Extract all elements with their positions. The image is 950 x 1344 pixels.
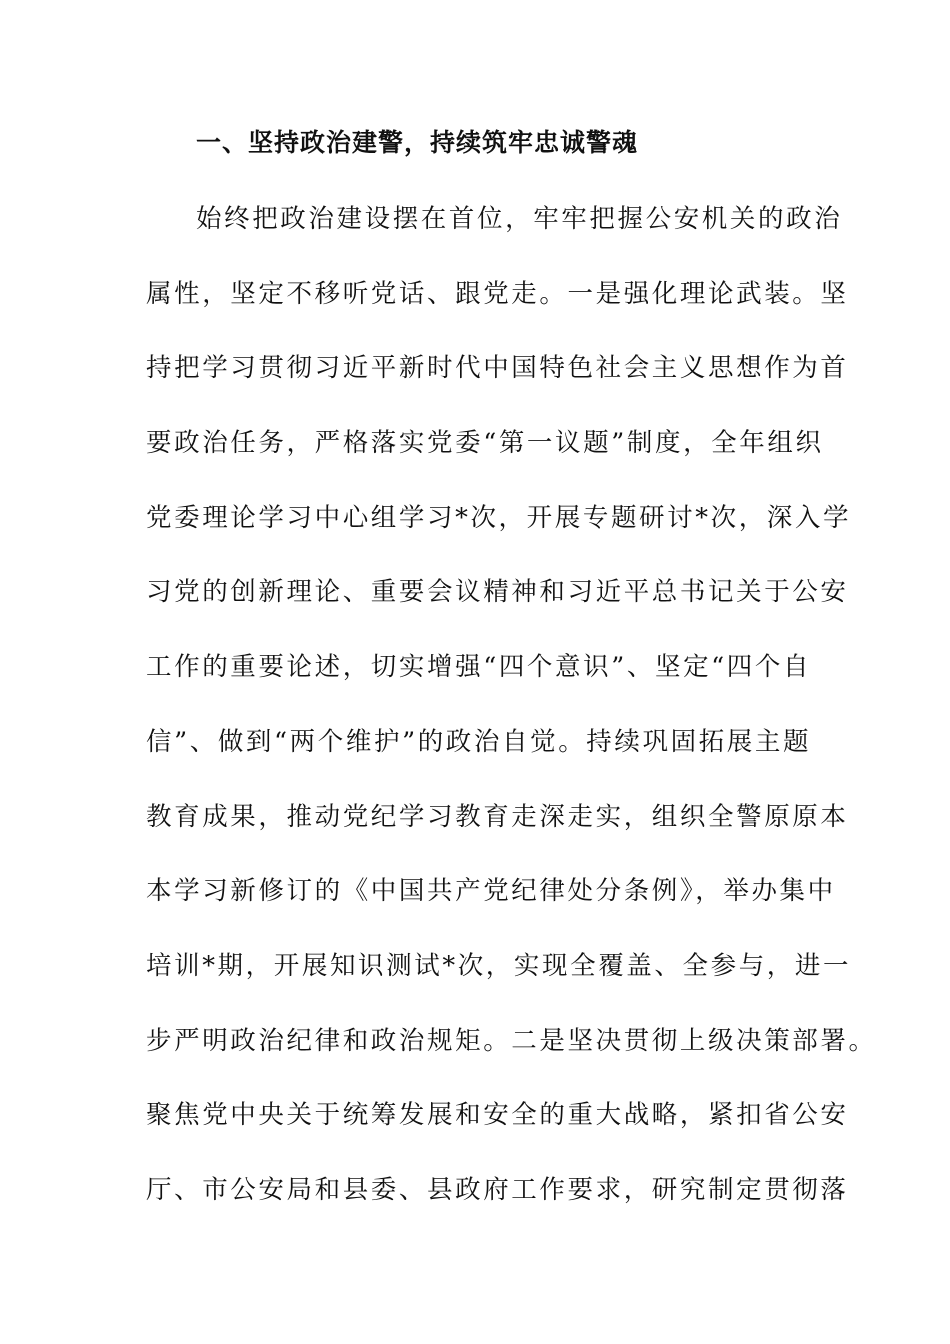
text-line: 属性，坚定不移听党话、跟党走。一是强化理论武装。坚 — [146, 278, 849, 309]
body-paragraph — [146, 198, 877, 1244]
text-line: 聚焦党中央关于统筹发展和安全的重大战略，紧扣省公安 — [146, 1100, 849, 1131]
text-line: 始终把政治建设摆在首位，牢牢把握公安机关的政治 — [196, 204, 843, 234]
text-line: 步严明政治纪律和政治规矩。二是坚决贯彻上级决策部署。 — [146, 1025, 877, 1056]
text-line: 教育成果，推动党纪学习教育走深走实，组织全警原原本 — [146, 801, 849, 832]
text-line: 本学习新修订的《中国共产党纪律处分条例》，举办集中 — [146, 876, 836, 907]
text-line: 厅、市公安局和县委、县政府工作要求，研究制定贯彻落 — [146, 1174, 849, 1205]
text-line: 培训*期，开展知识测试*次，实现全覆盖、全参与，进一 — [146, 950, 852, 981]
text-line: 要政治任务，严格落实党委“第一议题”制度，全年组织 — [146, 428, 824, 459]
text-line: 党委理论学习中心组学习*次，开展专题研讨*次，深入学 — [146, 502, 852, 533]
section-heading: 一、坚持政治建警，持续筑牢忠诚警魂 — [196, 128, 639, 157]
text-line: 工作的重要论述，切实增强“四个意识”、坚定“四个自 — [146, 652, 812, 683]
text-line: 信”、做到“两个维护”的政治自觉。持续巩固拓展主题 — [146, 726, 812, 757]
text-line: 习党的创新理论、重要会议精神和习近平总书记关于公安 — [146, 577, 849, 608]
text-line: 持把学习贯彻习近平新时代中国特色社会主义思想作为首 — [146, 353, 849, 384]
